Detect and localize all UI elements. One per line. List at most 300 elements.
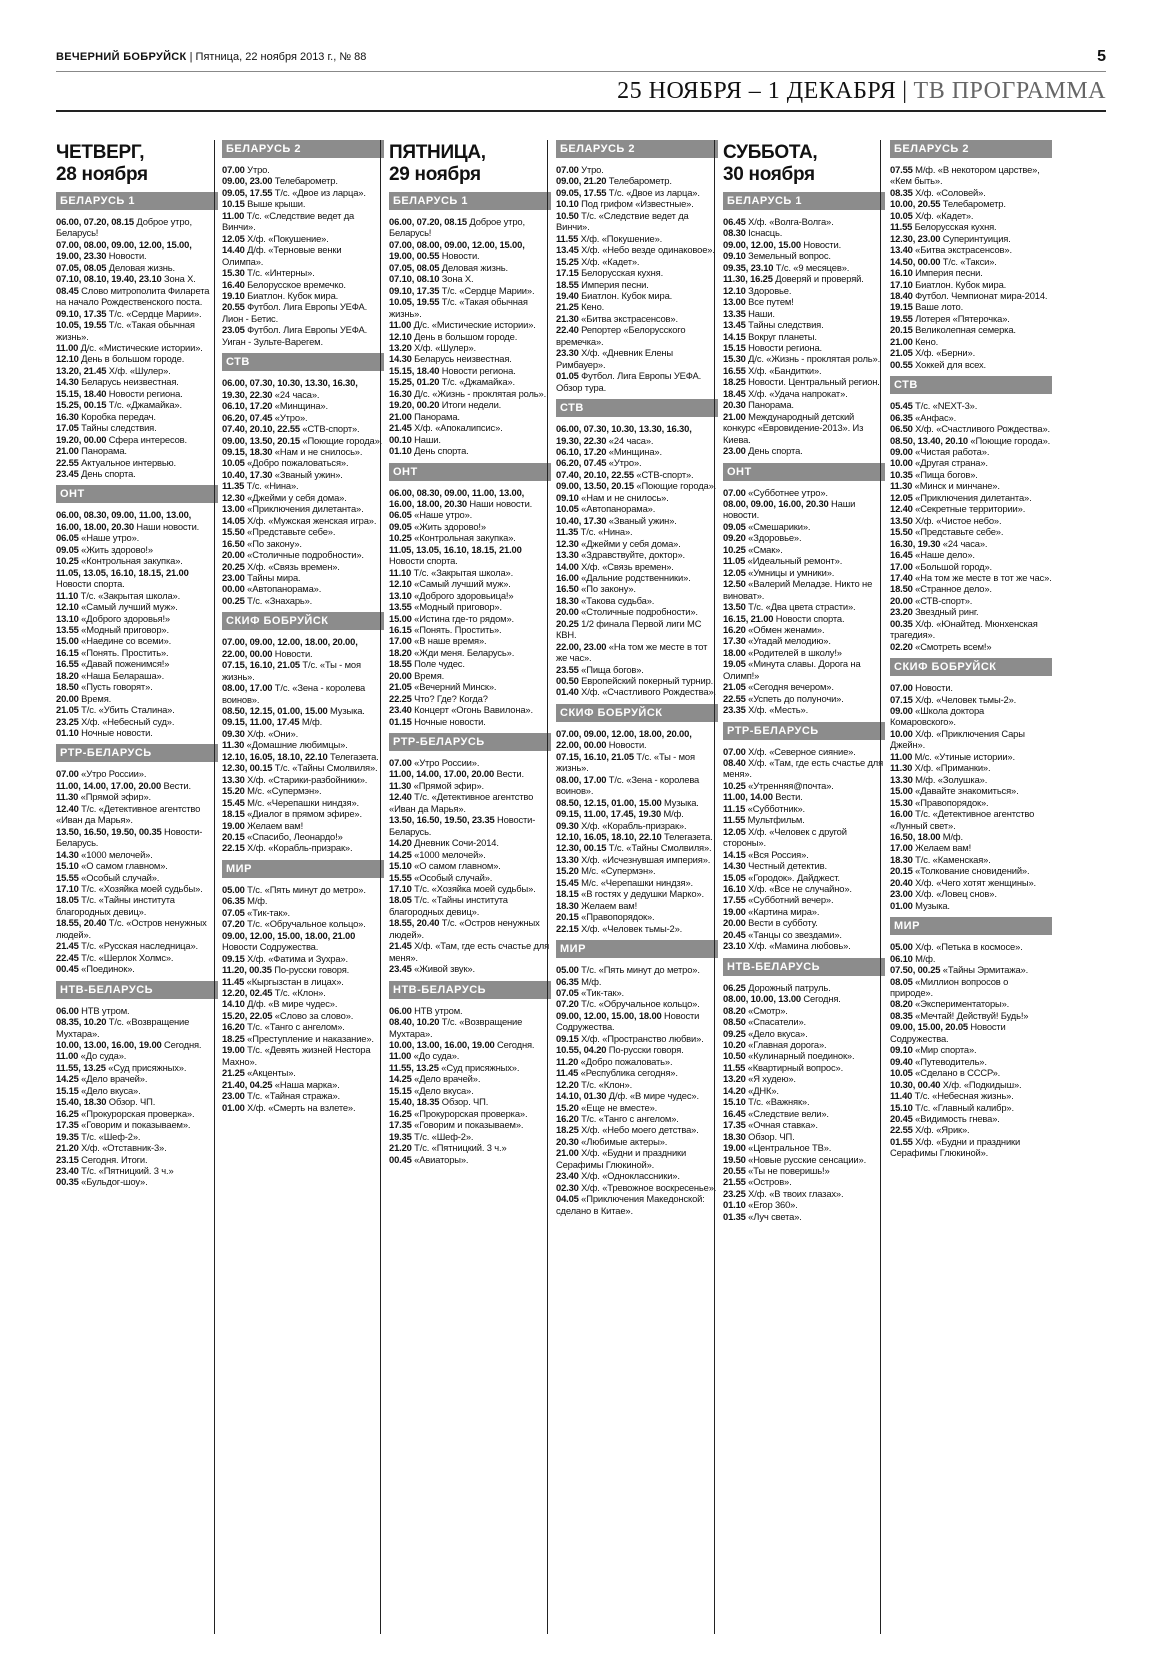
program-title: Тайны мира.	[244, 571, 301, 583]
program-entry	[890, 998, 1052, 1009]
day-heading-line: СУББОТА,	[723, 142, 818, 163]
program-time: 00.50	[556, 675, 579, 687]
program-time: 16.40	[222, 278, 245, 290]
program-time: 21.05	[890, 347, 913, 359]
program-entry	[890, 549, 1052, 560]
program-time: 22.15	[222, 842, 245, 854]
program-time: 10.20	[723, 1039, 746, 1050]
program-title: Х/ф. «Старики-разбойники».	[244, 773, 368, 785]
program-time: 12.10	[56, 353, 79, 365]
program-time: 18.30	[556, 594, 579, 606]
program-time: 15.00	[56, 635, 79, 647]
program-title: «Правопорядок».	[578, 911, 655, 923]
program-time: 17.10	[56, 883, 79, 895]
program-entry	[56, 647, 218, 658]
channel-header: МИР	[890, 917, 1052, 935]
program-time: 18.15	[222, 808, 245, 820]
program-entry	[389, 791, 551, 814]
program-entry	[890, 256, 1052, 267]
program-entry	[56, 768, 218, 779]
program-title: Панорама.	[411, 410, 460, 422]
program-title: «Слово за слово».	[272, 1009, 354, 1021]
program-entry	[556, 964, 718, 975]
program-title: Деловая жизнь.	[439, 261, 508, 273]
program-time: 14.15	[723, 330, 746, 342]
program-time: 15.10	[56, 860, 79, 872]
program-time: 09.00, 13.50, 20.15	[222, 434, 300, 446]
program-title: Футбол. Лига Европы УЕФА. Уиган - Зульте-Варегем.	[222, 324, 368, 347]
program-time: 18.40	[890, 289, 913, 301]
program-title: «Давай поженимся!»	[78, 658, 170, 670]
program-entry	[56, 1176, 218, 1187]
program-entry	[56, 1039, 218, 1050]
program-time: 00.25	[222, 594, 245, 606]
program-title: «Доброго здоровья!»	[78, 612, 170, 624]
program-time: 13.45	[723, 319, 746, 331]
program-title: «Утро».	[606, 457, 642, 469]
program-title: Т/с. «Тайны Смолвиля».	[272, 762, 378, 774]
program-time: 19.35	[56, 1130, 79, 1142]
program-time: 10.05	[890, 209, 913, 221]
program-entry	[56, 308, 218, 319]
program-title: «Луч света».	[745, 1210, 802, 1222]
program-time: 06.00, 07.20, 08.15	[56, 216, 134, 227]
program-title: Т/с. «Тайная стража».	[244, 1090, 341, 1102]
program-title: Обзор. ЧП.	[439, 1096, 489, 1108]
program-time: 20.45	[890, 1112, 913, 1124]
program-time: 20.00	[890, 594, 913, 606]
program-entry	[56, 509, 218, 532]
program-title: «Еще не вместе».	[578, 1101, 658, 1113]
program-time: 12.10, 16.05, 18.10, 22.10	[556, 831, 662, 843]
column-divider	[380, 140, 381, 1634]
program-entry	[222, 1102, 384, 1113]
program-title: Поле чудес.	[411, 658, 465, 670]
program-title: «Самый лучший муж».	[411, 578, 511, 590]
program-entry	[723, 704, 885, 715]
program-title: Т/с. «Шеф-2».	[411, 1130, 474, 1142]
program-title: Т/с. «Танго с ангелом».	[244, 1021, 345, 1033]
program-title: Х/ф. «Покушение».	[578, 232, 663, 244]
program-title: «Квартирный вопрос».	[745, 1061, 844, 1073]
program-title: Х/ф. «Северное сияние».	[745, 745, 856, 757]
program-entry	[556, 480, 718, 491]
program-entry	[890, 953, 1052, 964]
program-time: 21.55	[723, 1176, 746, 1188]
program-title: «Домашние любимцы».	[244, 739, 348, 751]
program-time: 06.35	[556, 975, 579, 987]
program-title: Т/с. «Пять минут до метро».	[578, 964, 700, 976]
program-entry	[222, 279, 384, 290]
program-time: 09.00, 21.20	[556, 175, 607, 187]
program-entry	[890, 797, 1052, 808]
program-title: «До суда».	[78, 1050, 127, 1062]
program-time: 22.40	[556, 324, 579, 336]
program-title: «Кыргызстан в лицах».	[244, 975, 344, 987]
program-entry	[556, 923, 718, 934]
program-entry	[56, 860, 218, 871]
program-entry	[890, 187, 1052, 198]
program-title: Доверяй и проверяй.	[772, 273, 864, 285]
program-time: 08.00, 17.00	[222, 682, 273, 694]
program-title: Х/ф. «Пространство любви».	[578, 1032, 704, 1044]
program-time: 07.00	[222, 164, 245, 175]
program-entry	[56, 422, 218, 433]
program-time: 10.40, 17.30	[222, 468, 273, 480]
program-entry	[556, 313, 718, 324]
program-title: «По закону».	[244, 537, 302, 549]
program-title: Х/ф. «Петька в космосе».	[912, 941, 1023, 953]
program-title: «24 часа».	[940, 537, 988, 549]
program-time: 20.55	[222, 301, 245, 313]
program-entry	[890, 198, 1052, 209]
program-time: 13.55	[389, 601, 412, 613]
program-entry	[556, 198, 718, 209]
program-time: 14.10	[222, 998, 245, 1010]
program-time: 06.05	[56, 532, 79, 544]
program-entry	[222, 1021, 384, 1032]
channel-header: БЕЛАРУСЬ 1	[56, 192, 218, 210]
program-entry	[890, 606, 1052, 617]
program-title: Х/ф. «Шулер».	[411, 341, 477, 353]
program-title: «Путеводитель».	[912, 1055, 987, 1067]
program-title: Х/ф. «Бандитки».	[745, 364, 822, 376]
program-time: 12.10	[56, 601, 79, 613]
program-title: «Смотр».	[745, 1004, 788, 1016]
program-entry	[723, 567, 885, 578]
program-time: 14.20	[389, 837, 412, 849]
program-title: Музыка.	[661, 796, 699, 808]
program-time: 23.25	[56, 715, 79, 727]
program-title: Х/ф. «Юнайтед. Мюнхенская трагедия».	[890, 617, 1038, 641]
page-number: 5	[1097, 48, 1106, 65]
program-entry	[56, 590, 218, 601]
program-entry	[890, 1010, 1052, 1021]
program-time: 11.20, 00.35	[222, 964, 272, 976]
program-title: Белорусская кухня.	[578, 267, 664, 279]
program-title: Х/ф. «В твоих глазах».	[745, 1187, 844, 1199]
program-title: Х/ф. «Корабль-призрак».	[578, 819, 687, 831]
program-time: 05.00	[890, 941, 913, 953]
program-title: Т/с. «Детективное агентство «Лунный свет».	[890, 808, 1035, 831]
program-time: 02.20	[890, 640, 913, 652]
program-title: «Егор 360».	[745, 1199, 798, 1211]
program-time: 12.40	[389, 791, 412, 803]
program-title: Т/с. «Такси».	[940, 255, 997, 267]
program-time: 18.20	[389, 646, 412, 658]
program-title: «Утро России».	[78, 768, 147, 780]
program-title: Х/ф. «Апокалипсис».	[411, 422, 503, 434]
program-title: «Большой город».	[912, 560, 993, 572]
program-entry	[890, 900, 1052, 911]
program-title: Х/ф. «Счастливого Рождества».	[912, 423, 1050, 435]
program-title: Т/с. «9 месяцев».	[773, 261, 850, 273]
program-time: 13.50, 16.50, 19.50, 00.35	[56, 825, 162, 837]
program-title: М/с. «Черепашки ниндзя».	[578, 876, 693, 888]
program-title: «Смак».	[745, 543, 783, 555]
program-time: 21.00	[56, 445, 79, 457]
column-divider	[880, 140, 881, 1634]
program-time: 18.50	[890, 583, 913, 595]
program-time: 21.05	[56, 704, 79, 716]
program-entry	[389, 1154, 551, 1165]
program-time: 10.55, 04.20	[556, 1044, 607, 1056]
program-time: 09.15	[222, 952, 245, 964]
program-title: Деловая жизнь.	[106, 261, 175, 273]
program-time: 15.20	[556, 1101, 579, 1113]
program-time: 15.45	[222, 796, 245, 808]
program-time: 00.55	[890, 358, 913, 370]
program-time: 16.25	[56, 1107, 79, 1119]
program-entry	[556, 686, 718, 697]
schedule-column	[890, 140, 1052, 1635]
program-entry	[222, 831, 384, 842]
program-entry	[723, 342, 885, 353]
program-time: 10.40, 17.30	[556, 514, 607, 526]
program-time: 14.30	[389, 353, 412, 365]
program-title: Т/с. «Шерлок Холмс».	[78, 951, 174, 963]
program-time: 15.25, 01.20	[389, 376, 440, 388]
program-time: 15.25, 00.15	[56, 399, 107, 411]
program-time: 15.50	[890, 526, 913, 538]
program-time: 09.00, 12.00, 15.00	[723, 238, 801, 250]
program-time: 06.35	[222, 895, 245, 907]
program-entry	[723, 532, 885, 543]
program-title: «Очная ставка».	[745, 1119, 818, 1131]
program-title: Белорусское времечко.	[244, 278, 346, 290]
program-time: 21.20	[56, 1142, 79, 1154]
program-time: 11.00, 14.00, 17.00, 20.00	[56, 779, 162, 791]
program-title: День в большом городе.	[78, 353, 185, 365]
program-time: 06.10, 17.20	[222, 400, 273, 412]
program-entry	[556, 370, 718, 393]
program-time: 17.40	[890, 571, 913, 583]
program-time: 14.00	[556, 560, 579, 572]
program-entry	[556, 1044, 718, 1055]
program-time: 11.30	[56, 791, 79, 803]
program-time: 21.45	[56, 940, 79, 952]
program-time: 15.30	[222, 267, 245, 279]
program-time: 08.00, 09.00, 16.00, 20.30	[723, 497, 829, 509]
program-time: 16.25	[389, 1107, 412, 1119]
program-time: 22.25	[389, 692, 412, 704]
program-time: 20.15	[890, 324, 913, 336]
program-time: 09.35, 23.10	[723, 261, 774, 273]
program-time: 02.30	[556, 1181, 579, 1193]
program-entry	[56, 216, 218, 239]
program-title: Обзор. ЧП.	[745, 1130, 795, 1142]
program-entry	[389, 883, 551, 894]
program-entry	[56, 681, 218, 692]
program-time: 15.30	[723, 353, 746, 365]
channel-header: РТР-БЕЛАРУСЬ	[56, 744, 218, 762]
program-time: 15.45	[556, 876, 579, 888]
program-entry	[556, 538, 718, 549]
program-entry	[222, 820, 384, 831]
program-entry	[890, 1113, 1052, 1124]
program-entry	[222, 1067, 384, 1078]
program-time: 17.00	[890, 560, 913, 572]
program-title: Великолепная семерка.	[912, 324, 1016, 336]
program-entry	[556, 641, 718, 664]
program-title: «Приключения дилетанта».	[244, 503, 364, 515]
program-entry	[723, 1062, 885, 1073]
program-entry	[556, 1147, 718, 1170]
program-time: 16.00	[556, 571, 579, 583]
program-title: «Обмен женами».	[745, 623, 825, 635]
program-time: 14.40	[222, 244, 245, 256]
program-time: 23.00	[222, 1090, 245, 1102]
program-entry	[723, 250, 885, 261]
program-title: Т/с. «Закрытая школа».	[411, 566, 514, 578]
program-entry	[890, 842, 1052, 853]
schedule-column	[56, 140, 218, 1635]
program-entry	[556, 877, 718, 888]
program-entry	[723, 1154, 885, 1165]
program-time: 12.10	[389, 330, 412, 342]
program-time: 08.40	[723, 757, 746, 769]
program-title: «Дело вкуса».	[411, 1084, 474, 1096]
program-title: «1000 мелочей».	[411, 848, 486, 860]
program-title: Х/ф. «Волга-Волга».	[745, 216, 834, 227]
program-entry	[389, 445, 551, 456]
program-time: 15.00	[389, 612, 412, 624]
program-title: Панорама.	[745, 399, 794, 411]
program-entry	[389, 635, 551, 646]
program-entry	[556, 561, 718, 572]
program-time: 20.45	[723, 928, 746, 940]
program-entry	[222, 976, 384, 987]
program-entry	[556, 865, 718, 876]
program-title: Наши.	[745, 307, 775, 319]
channel-header: СКИФ БОБРУЙСК	[222, 612, 384, 630]
program-entry	[389, 837, 551, 848]
program-entry	[222, 301, 384, 324]
date-range: 25 НОЯБРЯ – 1 ДЕКАБРЯ	[617, 78, 897, 104]
program-time: 12.30, 23.00	[890, 232, 941, 244]
program-time: 07.00, 08.00, 09.00, 12.00, 15.00, 19.00, 00.55	[389, 238, 525, 262]
program-title: «Смотреть всем!»	[912, 640, 992, 652]
program-entry	[556, 998, 718, 1009]
program-entry	[389, 716, 551, 727]
program-title: Международный детский конкурс «Евровидение-2013». Из Киева.	[723, 410, 864, 445]
program-entry	[723, 1165, 885, 1176]
program-title: Т/с. «Детективное агентство «Иван да Марья».	[389, 791, 534, 814]
program-title: Т/с. «Ты - моя жизнь».	[222, 659, 361, 682]
program-entry	[56, 952, 218, 963]
program-time: 18.20	[56, 669, 79, 681]
program-title: Желаем вам!	[912, 842, 972, 854]
program-time: 11.55	[890, 221, 913, 233]
program-title: «Контрольная закупка».	[78, 555, 183, 567]
program-title: День спорта.	[411, 445, 469, 457]
program-entry	[723, 613, 885, 624]
program-time: 11.30	[890, 480, 913, 492]
program-time: 15.15	[56, 1084, 79, 1096]
schedule-column	[556, 140, 718, 1635]
channel-header: ОНТ	[723, 463, 885, 481]
program-title: «Представьте себе».	[244, 526, 336, 538]
program-entry	[556, 842, 718, 853]
program-entry	[389, 1073, 551, 1084]
program-time: 08.00, 10.00, 13.00	[723, 993, 801, 1005]
program-entry	[890, 1079, 1052, 1090]
program-entry	[890, 324, 1052, 335]
program-title: «Поединок».	[78, 963, 135, 975]
program-title: Т/с. «Пять минут до метро».	[244, 883, 366, 895]
program-entry	[222, 400, 384, 411]
program-entry	[222, 774, 384, 785]
program-title: Новости-Беларусь.	[389, 814, 536, 837]
program-time: 08.50, 12.15, 01.00, 15.00	[222, 705, 328, 717]
program-time: 12.05	[222, 232, 245, 244]
program-time: 11.30	[890, 762, 913, 774]
schedule-column	[389, 140, 551, 1635]
program-title: «Городок». Дайджест.	[745, 871, 840, 883]
program-title: «Давайте знакомиться».	[912, 785, 1019, 797]
program-title: «Мечтай! Действуй! Будь!»	[912, 1009, 1029, 1021]
program-time: 17.35	[723, 1119, 746, 1131]
program-entry	[389, 1131, 551, 1142]
day-heading	[723, 142, 885, 186]
program-time: 01.15	[389, 715, 412, 727]
program-time: 08.35	[890, 1009, 913, 1021]
program-time: 12.05	[723, 566, 746, 578]
program-time: 09.00, 12.00, 15.00, 18.00	[556, 1009, 662, 1021]
program-time: 14.30	[723, 860, 746, 872]
program-time: 09.25	[723, 1027, 746, 1039]
program-entry	[556, 1124, 718, 1135]
program-time: 21.45	[389, 422, 412, 434]
program-entry	[389, 670, 551, 681]
program-time: 20.30	[556, 1135, 579, 1147]
program-entry	[389, 814, 551, 837]
program-entry	[222, 423, 384, 434]
program-title: «На том же месте в тот же час».	[556, 640, 708, 664]
program-time: 18.25	[723, 376, 746, 388]
program-time: 13.10	[56, 612, 79, 624]
program-title: «Танцы со звездами».	[745, 928, 842, 940]
program-title: Т/с. «Пятницкий. 3 ч.»	[78, 1164, 174, 1176]
program-entry	[723, 239, 885, 250]
program-entry	[56, 1016, 218, 1039]
program-entry	[890, 705, 1052, 728]
program-title: «Автопанорама».	[244, 583, 322, 595]
program-title: М/с. «Супермэн».	[578, 865, 656, 877]
program-entry	[556, 267, 718, 278]
program-entry	[890, 641, 1052, 652]
program-time: 23.05	[222, 324, 245, 336]
program-entry	[56, 613, 218, 624]
program-title: «Поющие города».	[967, 434, 1051, 446]
program-time: 18.05	[56, 894, 79, 906]
program-time: 08.45	[56, 284, 79, 296]
program-title: Дневник Сочи-2014.	[411, 837, 499, 849]
program-entry	[56, 365, 218, 376]
program-entry	[389, 963, 551, 974]
program-title: Х/ф. «Небо моего детства».	[578, 1124, 699, 1136]
program-title: «Тайны Эрмитажа».	[940, 964, 1029, 976]
program-title: Новости Содружества.	[890, 1021, 1006, 1044]
program-entry	[389, 647, 551, 658]
program-time: 16.45	[890, 549, 913, 561]
program-title: Т/с. «Интерны».	[244, 267, 315, 279]
program-time: 04.05	[556, 1193, 579, 1205]
program-time: 12.05	[723, 825, 746, 837]
program-title: Время.	[78, 692, 112, 704]
program-title: Суперинтуиция.	[940, 232, 1011, 244]
program-time: 01.10	[56, 727, 79, 739]
